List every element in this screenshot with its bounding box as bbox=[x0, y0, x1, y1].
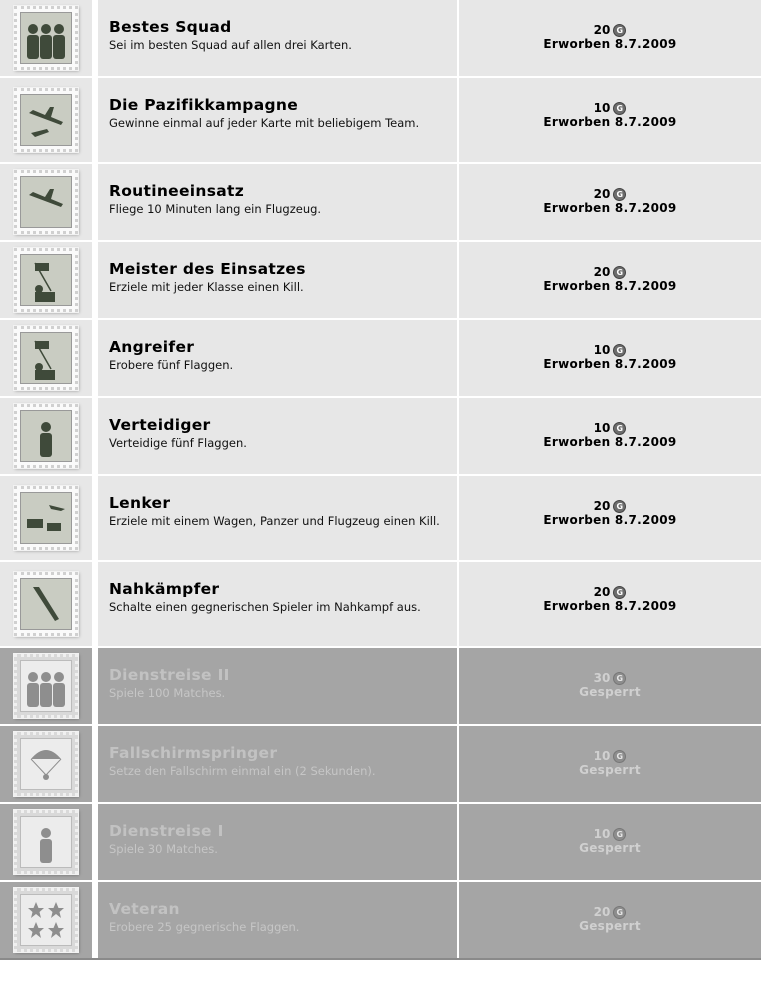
achievement-row-12 bbox=[0, 880, 761, 958]
achievement-status: Erworben 8.7.2009 bbox=[543, 37, 677, 51]
stamp-frame bbox=[14, 248, 78, 312]
achievement-picture bbox=[21, 817, 71, 867]
achievement-title: Angreifer bbox=[109, 338, 195, 356]
achievement-status: Gesperrt bbox=[579, 919, 641, 933]
achievement-row-9 bbox=[0, 646, 761, 724]
gamerscore-icon: G bbox=[613, 266, 626, 279]
points-value: 10 bbox=[593, 101, 611, 115]
achievement-row-7 bbox=[0, 474, 761, 560]
gamerscore-icon: G bbox=[613, 750, 626, 763]
achievement-description: Sei im besten Squad auf allen drei Karten. bbox=[109, 38, 352, 52]
achievement-icon-cell bbox=[0, 164, 92, 240]
achievement-row-5 bbox=[0, 318, 761, 396]
achievement-text-cell bbox=[98, 78, 459, 162]
achievement-description: Schalte einen gegnerischen Spieler im Nahkampf aus. bbox=[109, 600, 421, 614]
achievement-status: Gesperrt bbox=[579, 685, 641, 699]
achievement-score-cell bbox=[459, 242, 761, 318]
saluting-soldier-icon bbox=[20, 816, 72, 868]
points-value: 10 bbox=[593, 421, 611, 435]
achievement-score-cell bbox=[459, 164, 761, 240]
stamp-frame bbox=[14, 326, 78, 390]
achievement-icon-cell bbox=[0, 882, 92, 958]
achievement-score-cell bbox=[459, 804, 761, 880]
achievement-row-6 bbox=[0, 396, 761, 474]
points-value: 10 bbox=[593, 749, 611, 763]
achievement-status: Erworben 8.7.2009 bbox=[543, 357, 677, 371]
achievement-title: Routineeinsatz bbox=[109, 182, 245, 200]
points-value: 20 bbox=[593, 905, 611, 919]
gamerscore-icon: G bbox=[613, 188, 626, 201]
achievement-status: Erworben 8.7.2009 bbox=[543, 599, 677, 613]
achievement-text-cell bbox=[98, 648, 459, 724]
knife-icon bbox=[20, 578, 72, 630]
achievement-points bbox=[594, 827, 627, 841]
achievement-text-cell bbox=[98, 476, 459, 560]
achievement-score-cell bbox=[459, 320, 761, 396]
achievement-points bbox=[594, 421, 627, 435]
achievement-text-cell bbox=[98, 164, 459, 240]
achievement-picture bbox=[21, 255, 71, 305]
gamerscore-icon: G bbox=[613, 500, 626, 513]
airplane-icon bbox=[20, 176, 72, 228]
achievement-picture bbox=[21, 739, 71, 789]
achievement-icon-cell bbox=[0, 78, 92, 162]
achievement-title: Dienstreise II bbox=[109, 666, 230, 684]
achievement-status: Erworben 8.7.2009 bbox=[543, 513, 677, 527]
achievement-title: Lenker bbox=[109, 494, 171, 512]
points-value: 30 bbox=[593, 671, 611, 685]
stamp-frame bbox=[14, 888, 78, 952]
points-value: 20 bbox=[593, 585, 611, 599]
achievement-icon-cell bbox=[0, 804, 92, 880]
achievement-description: Erobere 25 gegnerische Flaggen. bbox=[109, 920, 300, 934]
achievement-points bbox=[594, 905, 627, 919]
gamerscore-icon: G bbox=[613, 672, 626, 685]
achievement-title: Nahkämpfer bbox=[109, 580, 220, 598]
achievement-picture bbox=[21, 411, 71, 461]
gamerscore-icon: G bbox=[613, 344, 626, 357]
achievement-picture bbox=[21, 177, 71, 227]
achievement-title: Veteran bbox=[109, 900, 180, 918]
achievement-picture bbox=[21, 13, 71, 63]
achievement-picture bbox=[21, 579, 71, 629]
achievement-icon-cell bbox=[0, 726, 92, 802]
achievement-status: Erworben 8.7.2009 bbox=[543, 279, 677, 293]
achievement-description: Erziele mit jeder Klasse einen Kill. bbox=[109, 280, 304, 294]
stamp-frame bbox=[14, 810, 78, 874]
flag-raising-icon bbox=[20, 332, 72, 384]
achievement-points bbox=[594, 265, 627, 279]
gamerscore-icon: G bbox=[613, 102, 626, 115]
achievement-row-1 bbox=[0, 0, 761, 76]
points-value: 20 bbox=[593, 187, 611, 201]
stamp-frame bbox=[14, 654, 78, 718]
achievement-score-cell bbox=[459, 78, 761, 162]
achievement-title: Meister des Einsatzes bbox=[109, 260, 306, 278]
stamp-frame bbox=[14, 6, 78, 70]
achievement-text-cell bbox=[98, 0, 459, 76]
achievement-description: Gewinne einmal auf jeder Karte mit beliebigem Team. bbox=[109, 116, 420, 130]
parachute-icon bbox=[20, 738, 72, 790]
achievement-icon-cell bbox=[0, 320, 92, 396]
achievement-score-cell bbox=[459, 882, 761, 958]
achievement-text-cell bbox=[98, 804, 459, 880]
achievement-score-cell bbox=[459, 398, 761, 474]
achievement-text-cell bbox=[98, 882, 459, 958]
stamp-frame bbox=[14, 486, 78, 550]
achievement-description: Erziele mit einem Wagen, Panzer und Flugzeug einen Kill. bbox=[109, 514, 440, 528]
achievement-picture bbox=[21, 895, 71, 945]
gamerscore-icon: G bbox=[613, 586, 626, 599]
achievement-title: Dienstreise I bbox=[109, 822, 224, 840]
achievement-row-10 bbox=[0, 724, 761, 802]
stamp-frame bbox=[14, 88, 78, 152]
achievement-icon-cell bbox=[0, 648, 92, 724]
points-value: 20 bbox=[593, 265, 611, 279]
achievement-score-cell bbox=[459, 648, 761, 724]
achievement-title: Die Pazifikkampagne bbox=[109, 96, 299, 114]
vehicles-icon bbox=[20, 492, 72, 544]
achievement-score-cell bbox=[459, 476, 761, 560]
points-value: 20 bbox=[593, 23, 611, 37]
achievement-description: Fliege 10 Minuten lang ein Flugzeug. bbox=[109, 202, 322, 216]
achievement-description: Setze den Fallschirm einmal ein (2 Sekunden). bbox=[109, 764, 376, 778]
achievement-text-cell bbox=[98, 726, 459, 802]
stamp-frame bbox=[14, 572, 78, 636]
achievement-text-cell bbox=[98, 398, 459, 474]
achievement-status: Gesperrt bbox=[579, 763, 641, 777]
points-value: 10 bbox=[593, 827, 611, 841]
achievement-row-4 bbox=[0, 240, 761, 318]
achievement-points bbox=[594, 23, 627, 37]
achievement-picture bbox=[21, 661, 71, 711]
achievement-score-cell bbox=[459, 726, 761, 802]
gamerscore-icon: G bbox=[613, 422, 626, 435]
achievement-picture bbox=[21, 95, 71, 145]
soldiers-group-icon bbox=[20, 660, 72, 712]
defender-soldier-icon bbox=[20, 410, 72, 462]
achievement-row-3 bbox=[0, 162, 761, 240]
points-value: 20 bbox=[593, 499, 611, 513]
achievement-icon-cell bbox=[0, 562, 92, 646]
achievement-description: Erobere fünf Flaggen. bbox=[109, 358, 234, 372]
achievement-title: Verteidiger bbox=[109, 416, 211, 434]
points-value: 10 bbox=[593, 343, 611, 357]
achievement-icon-cell bbox=[0, 476, 92, 560]
achievement-points bbox=[594, 749, 627, 763]
achievement-text-cell bbox=[98, 242, 459, 318]
achievement-picture bbox=[21, 493, 71, 543]
achievement-description: Spiele 100 Matches. bbox=[109, 686, 226, 700]
achievement-score-cell bbox=[459, 562, 761, 646]
achievement-icon-cell bbox=[0, 0, 92, 76]
achievement-points bbox=[594, 671, 627, 685]
stamp-frame bbox=[14, 170, 78, 234]
gamerscore-icon: G bbox=[613, 24, 626, 37]
achievement-status: Gesperrt bbox=[579, 841, 641, 855]
achievement-points bbox=[594, 187, 627, 201]
achievement-text-cell bbox=[98, 562, 459, 646]
achievement-points bbox=[594, 343, 627, 357]
achievement-title: Fallschirmspringer bbox=[109, 744, 278, 762]
achievement-points bbox=[594, 585, 627, 599]
achievement-row-2 bbox=[0, 76, 761, 162]
achievement-score-cell bbox=[459, 0, 761, 76]
achievement-text-cell bbox=[98, 320, 459, 396]
achievement-row-11 bbox=[0, 802, 761, 880]
achievement-picture bbox=[21, 333, 71, 383]
achievement-description: Spiele 30 Matches. bbox=[109, 842, 218, 856]
achievement-row-8 bbox=[0, 560, 761, 646]
achievement-status: Erworben 8.7.2009 bbox=[543, 435, 677, 449]
stamp-frame bbox=[14, 404, 78, 468]
stamp-frame bbox=[14, 732, 78, 796]
achievement-points bbox=[594, 499, 627, 513]
achievement-icon-cell bbox=[0, 242, 92, 318]
achievement-points bbox=[594, 101, 627, 115]
stars-icon bbox=[20, 894, 72, 946]
achievement-status: Erworben 8.7.2009 bbox=[543, 115, 677, 129]
gamerscore-icon: G bbox=[613, 828, 626, 841]
achievement-status: Erworben 8.7.2009 bbox=[543, 201, 677, 215]
soldiers-squad-icon bbox=[20, 12, 72, 64]
aircraft-map-icon bbox=[20, 94, 72, 146]
achievement-description: Verteidige fünf Flaggen. bbox=[109, 436, 247, 450]
achievement-title: Bestes Squad bbox=[109, 18, 232, 36]
gamerscore-icon: G bbox=[613, 906, 626, 919]
achievement-icon-cell bbox=[0, 398, 92, 474]
soldiers-flag-icon bbox=[20, 254, 72, 306]
